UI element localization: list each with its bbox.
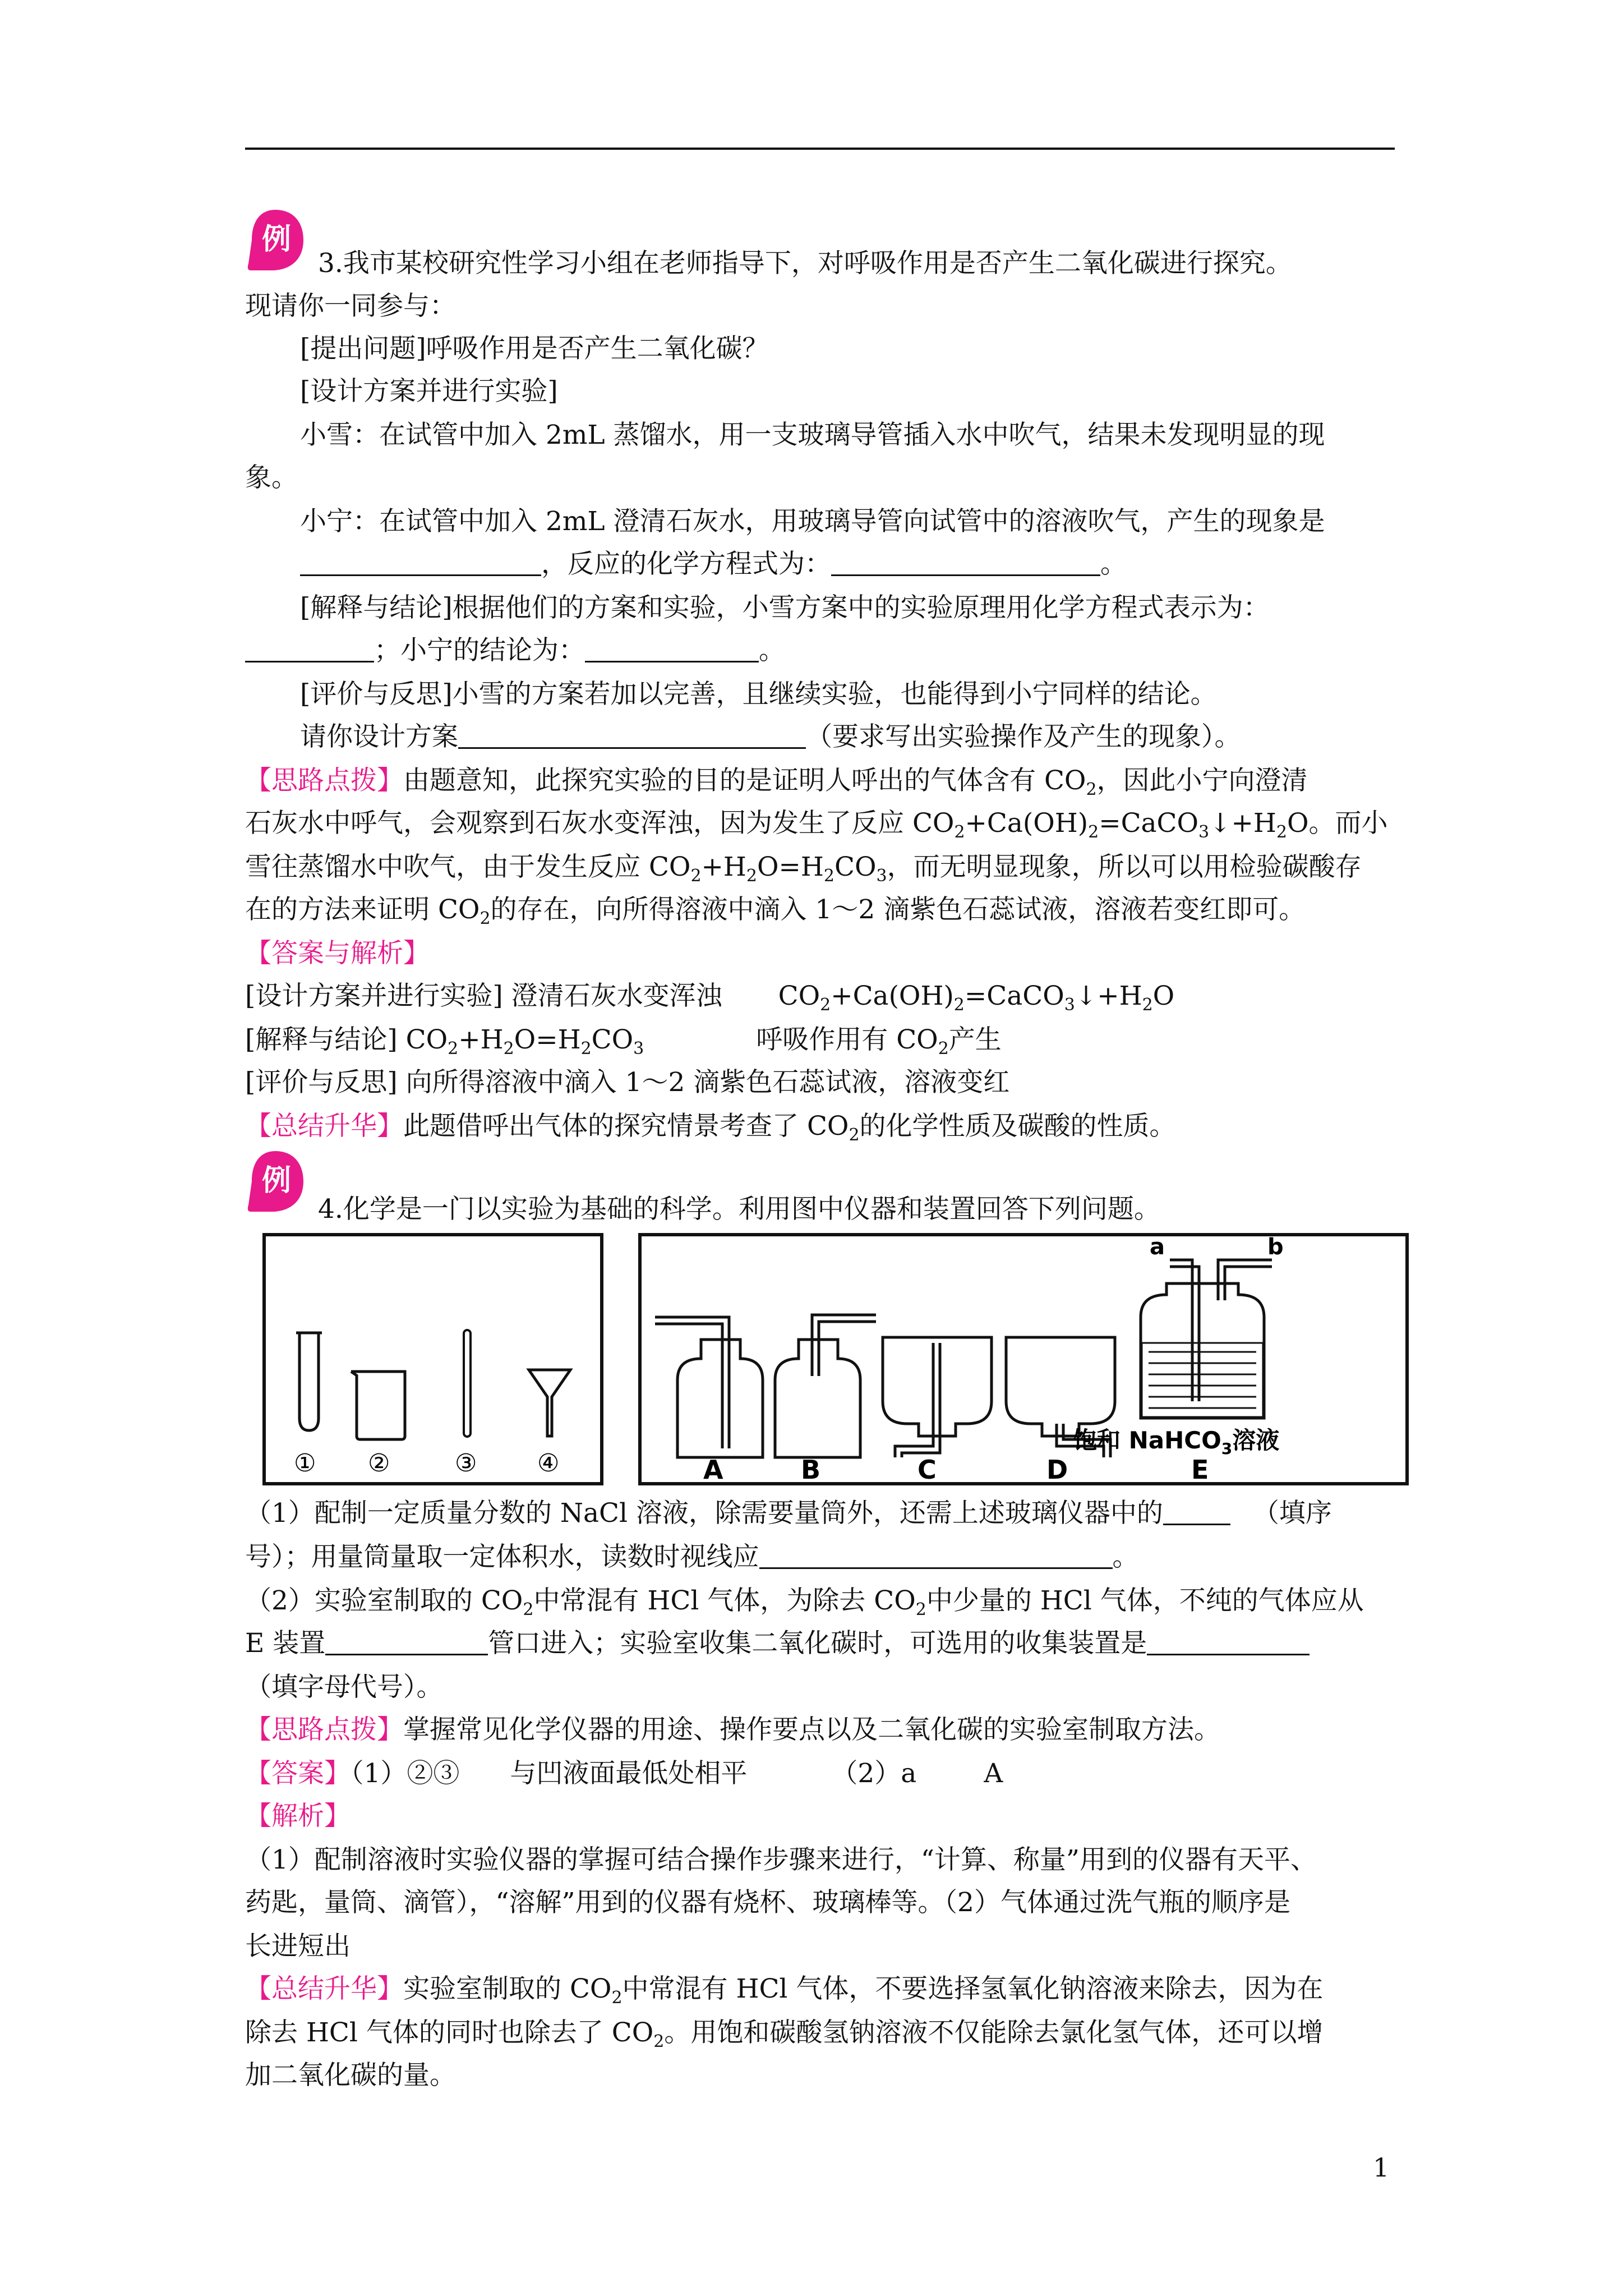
- ex4-line-1: 4.化学是一门以实验为基础的科学。利用图中仪器和装置回答下列问题。: [318, 1194, 1160, 1225]
- answer-blank[interactable]: [458, 723, 806, 749]
- summary-tag: 【总结升华】: [245, 1111, 403, 1142]
- page-number: 1: [1373, 2152, 1390, 2183]
- label-a: A: [703, 1455, 723, 1485]
- ex3-hint-1: 【思路点拨】由题意知，此探究实验的目的是证明人呼出的气体含有 $CO_2$，因此小宁向澄清: [245, 765, 1308, 799]
- ex4-hint: 【思路点拨】掌握常见化学仪器的用途、操作要点以及二氧化碳的实验室制取方法。: [245, 1714, 1220, 1745]
- ex3-hint-2: 石灰水中呼气，会观察到石灰水变浑浊，因为发生了反应 $CO_2+Ca(OH)_2=CaCO_3↓+H_2O$。而小: [245, 808, 1388, 842]
- answer-blank[interactable]: [759, 1543, 1113, 1569]
- ex4-answer: 【答案】（1）②③ 与凹液面最低处相平 （2）a A: [245, 1758, 1003, 1789]
- ex3-summary: 【总结升华】此题借呼出气体的探究情景考查了 $CO_2$的化学性质及碳酸的性质。: [245, 1111, 1176, 1145]
- answer-blank[interactable]: [1163, 1499, 1230, 1525]
- label-3: ③: [455, 1449, 477, 1478]
- answer-blank[interactable]: [585, 636, 759, 662]
- ex4-summary-1: 【总结升华】实验室制取的 $CO_2$中常混有 HCl 气体，不要选择氢氧化钠溶液来除去，因为在: [245, 1973, 1324, 2008]
- ex3-design: [设计方案并进行实验]: [300, 376, 558, 407]
- label-e: E: [1191, 1455, 1209, 1485]
- ex3-answer-tag: 【答案与解析】: [245, 938, 430, 969]
- answer-blank[interactable]: [325, 1629, 488, 1655]
- ex3-answer-3: [评价与反思] 向所得溶液中滴入 1～2 滴紫色石蕊试液，溶液变红: [245, 1067, 1010, 1098]
- ex3-line-2: 现请你一同参与：: [245, 291, 456, 321]
- solution-label: 饱和 NaHCO$_3$溶液: [1073, 1427, 1280, 1458]
- ex3-line-1: 3.我市某校研究性学习小组在老师指导下，对呼吸作用是否产生二氧化碳进行探究。: [318, 248, 1292, 279]
- answer-blank[interactable]: [831, 550, 1100, 576]
- ex3-xiaoning-1: 小宁：在试管中加入 2mL 澄清石灰水，用玻璃导管向试管中的溶液吹气，产生的现象是: [300, 506, 1325, 537]
- apparatus-figure: [262, 1233, 1409, 1487]
- answer-blank[interactable]: [300, 550, 541, 576]
- test-tube-icon: [296, 1333, 322, 1430]
- summary-tag: 【总结升华】: [245, 1973, 403, 2004]
- label-b: B: [801, 1455, 821, 1485]
- ex3-xiaoning-2: ，反应的化学方程式为： 。: [245, 543, 1450, 586]
- ex3-reflection: [评价与反思]小雪的方案若加以完善，且继续实验，也能得到小宁同样的结论。: [300, 679, 1217, 710]
- funnel-icon: [529, 1370, 570, 1436]
- ex4-analysis-3: 长进短出: [245, 1931, 351, 1962]
- ex4-q2-line-3: （填字母代号）。: [245, 1672, 443, 1703]
- wash-bottle-e-icon: [1141, 1260, 1272, 1418]
- ex4-analysis-1: （1）配制溶液时实验仪器的掌握可结合操作步骤来进行，“计算、称量”用到的仪器有天平、: [245, 1844, 1317, 1875]
- instrument-panel: [264, 1235, 602, 1484]
- hint-tag: 【思路点拨】: [245, 765, 403, 796]
- ex4-summary-2: 除去 HCl 气体的同时也除去了 $CO_2$。用饱和碳酸氢钠溶液不仅能除去氯化氢气体，还可以增: [245, 2017, 1324, 2051]
- port-a-label: a: [1150, 1234, 1165, 1260]
- badge-label: 例: [261, 1164, 292, 1198]
- ex3-xiaoxue-1: 小雪：在试管中加入 2mL 蒸馏水，用一支玻璃导管插入水中吹气，结果未发现明显的现: [300, 420, 1325, 450]
- ex3-answer-2: [解释与结论] $CO_2+H_2O=H_2CO_3$ 呼吸作用有 $CO_2$产生: [245, 1024, 1002, 1059]
- label-1: ①: [294, 1449, 316, 1478]
- collection-bottle-b-icon: [775, 1315, 876, 1457]
- label-2: ②: [368, 1449, 390, 1478]
- ex3-answer-1: [设计方案并进行实验] 澄清石灰水变浑浊 $CO_2+Ca(OH)_2=CaCO_3↓+H_2O$: [245, 981, 1175, 1015]
- answer-blank[interactable]: [1147, 1629, 1310, 1655]
- answer-tag: 【答案】: [245, 1758, 351, 1789]
- ex4-analysis-tag: 【解析】: [245, 1801, 351, 1832]
- ex4-analysis-2: 药匙，量筒、滴管），“溶解”用到的仪器有烧杯、玻璃棒等。（2）气体通过洗气瓶的顺序是: [245, 1887, 1290, 1918]
- ex4-q1-line-2: 号）；用量筒量取一定体积水，读数时视线应 。: [245, 1542, 1139, 1572]
- label-c: C: [917, 1455, 937, 1485]
- hint-tag: 【思路点拨】: [245, 1714, 403, 1745]
- ex3-question: [提出问题]呼吸作用是否产生二氧化碳？: [300, 333, 769, 364]
- ex3-conclusion-1: [解释与结论]根据他们的方案和实验，小雪方案中的实验原理用化学方程式表示为：: [300, 592, 1270, 623]
- label-d: D: [1046, 1455, 1068, 1485]
- ex3-hint-3: 雪往蒸馏水中吹气，由于发生反应 $CO_2+H_2O=H_2CO_3$，而无明显现象，所以可以用检验碳酸存: [245, 852, 1362, 886]
- ex4-summary-3: 加二氧化碳的量。: [245, 2060, 456, 2091]
- ex3-hint-4: 在的方法来证明 $CO_2$的存在，向所得溶液中滴入 1～2 滴紫色石蕊试液，溶液若变红即可。: [245, 894, 1306, 928]
- answer-blank[interactable]: [245, 636, 374, 662]
- collection-bottle-a-icon: [655, 1317, 763, 1457]
- header-rule: [245, 148, 1395, 150]
- beaker-icon: [351, 1372, 405, 1439]
- label-4: ④: [537, 1449, 560, 1478]
- apparatus-panel: [640, 1235, 1407, 1484]
- ex3-xiaoxue-2: 象。: [245, 462, 298, 493]
- ex4-q2-line-1: （2）实验室制取的 $CO_2$中常混有 HCl 气体，为除去 $CO_2$中少量的 HCl 气体，不纯的气体应从: [245, 1585, 1364, 1619]
- badge-label: 例: [261, 223, 292, 256]
- ex4-q2-line-2: E 装置 管口进入；实验室收集二氧化碳时，可选用的收集装置是: [245, 1622, 1395, 1665]
- collection-bottle-c-icon: [883, 1337, 992, 1457]
- ex4-q1-line-1: （1）配制一定质量分数的 NaCl 溶液，除需要量筒外，还需上述玻璃仪器中的 （填序: [245, 1498, 1332, 1529]
- port-b-label: b: [1267, 1234, 1284, 1260]
- glass-rod-icon: [464, 1330, 471, 1437]
- ex3-conclusion-2: ；小宁的结论为： 。: [245, 629, 1395, 672]
- ex3-design-blank: 请你设计方案 （要求写出实验操作及产生的现象）。: [300, 721, 1241, 752]
